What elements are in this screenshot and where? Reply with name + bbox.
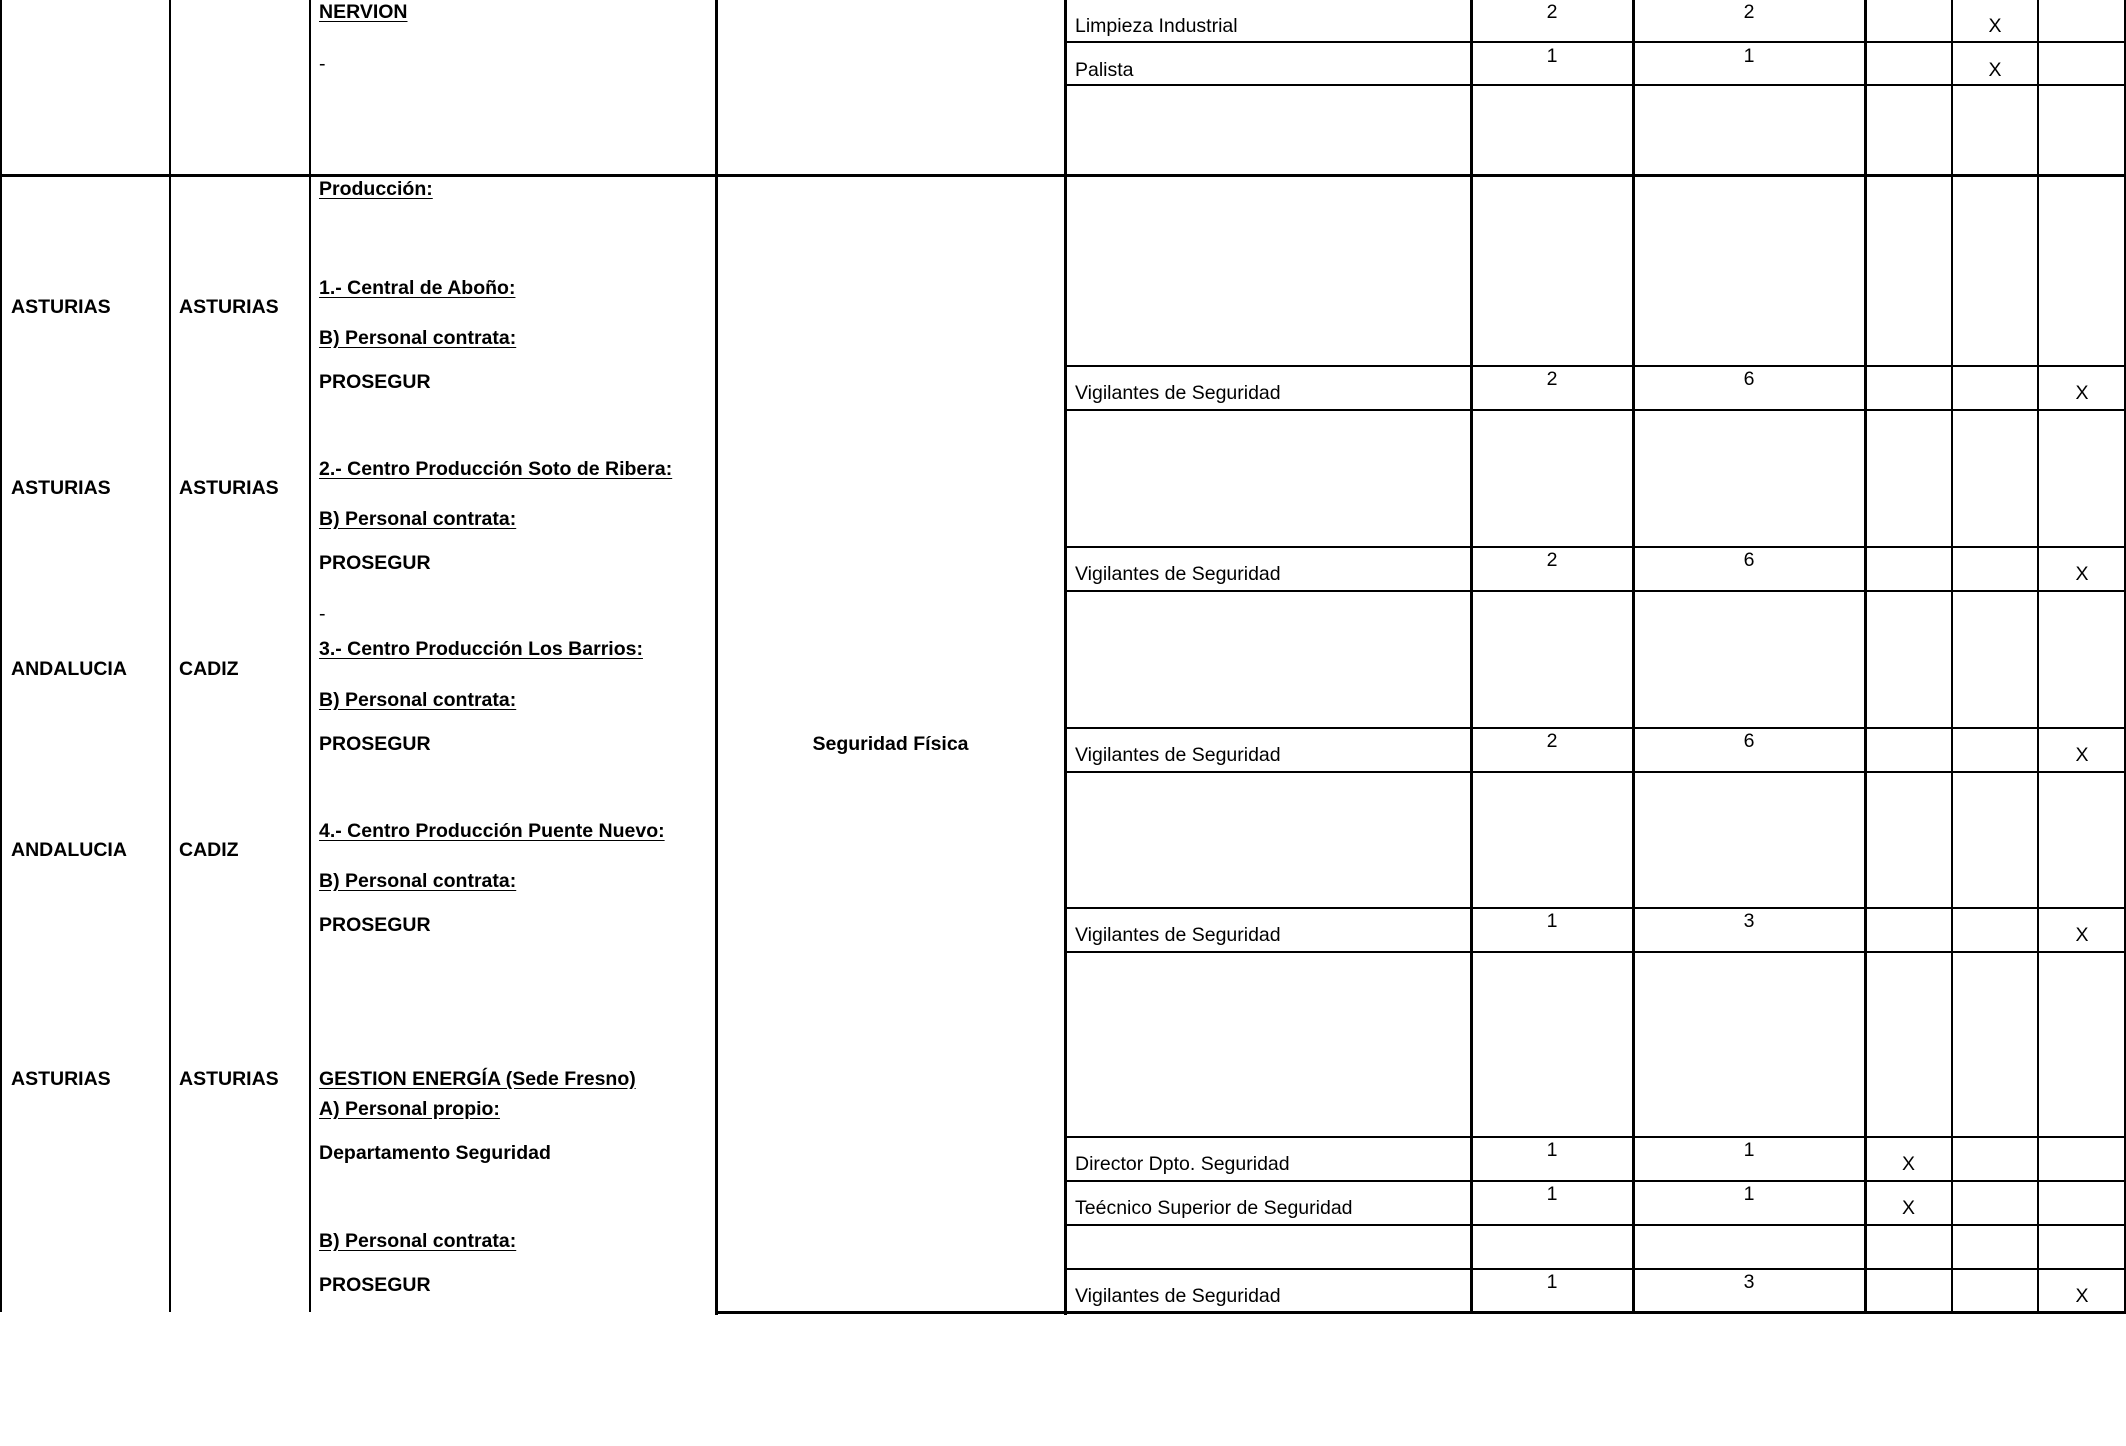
row-border xyxy=(1065,84,2126,86)
section-label: A) Personal propio: xyxy=(319,1098,500,1120)
mark-col-3: X xyxy=(2075,1285,2089,1307)
row-border xyxy=(1065,590,2126,592)
province-cell: CADIZ xyxy=(179,658,239,680)
count-a: 2 xyxy=(1546,368,1558,390)
section-label: - xyxy=(319,53,326,75)
count-b: 1 xyxy=(1743,1183,1755,1205)
province-cell: CADIZ xyxy=(179,839,239,861)
col-border xyxy=(715,0,718,1315)
count-a: 2 xyxy=(1546,1,1558,23)
role-label: Director Dpto. Seguridad xyxy=(1075,1153,1290,1175)
row-border xyxy=(1065,1224,2126,1226)
section-label: B) Personal contrata: xyxy=(319,327,517,349)
count-a: 1 xyxy=(1546,1139,1558,1161)
col-border xyxy=(1864,0,1867,1313)
count-a: 2 xyxy=(1546,549,1558,571)
mark-col-2: X xyxy=(1988,15,2002,37)
role-label: Teécnico Superior de Seguridad xyxy=(1075,1197,1353,1219)
section-label: PROSEGUR xyxy=(319,1274,431,1296)
role-label: Vigilantes de Seguridad xyxy=(1075,563,1281,585)
row-border xyxy=(1065,409,2126,411)
count-a: 1 xyxy=(1546,45,1558,67)
count-b: 6 xyxy=(1743,368,1755,390)
count-a: 1 xyxy=(1546,1271,1558,1293)
section-label: GESTION ENERGÍA (Sede Fresno) xyxy=(319,1068,636,1090)
col-border xyxy=(169,0,171,1312)
section-label: 3.- Centro Producción Los Barrios: xyxy=(319,638,643,660)
role-label: Limpieza Industrial xyxy=(1075,15,1238,37)
mark-col-3: X xyxy=(2075,744,2089,766)
section-label: - xyxy=(319,603,326,625)
section-label: B) Personal contrata: xyxy=(319,870,517,892)
table-bottom-border xyxy=(716,1311,2126,1314)
role-label: Vigilantes de Seguridad xyxy=(1075,924,1281,946)
count-b: 2 xyxy=(1743,1,1755,23)
section-label: 2.- Centro Producción Soto de Ribera: xyxy=(319,458,673,480)
role-label: Vigilantes de Seguridad xyxy=(1075,744,1281,766)
row-border xyxy=(1065,41,2126,43)
community-cell: ASTURIAS xyxy=(11,477,111,499)
role-label: Vigilantes de Seguridad xyxy=(1075,1285,1281,1307)
count-a: 2 xyxy=(1546,730,1558,752)
col-border xyxy=(1470,0,1473,1313)
community-cell: ANDALUCIA xyxy=(11,658,127,680)
section-label: 4.- Centro Producción Puente Nuevo: xyxy=(319,820,665,842)
mark-col-3: X xyxy=(2075,382,2089,404)
count-b: 3 xyxy=(1743,1271,1755,1293)
mark-col-3: X xyxy=(2075,563,2089,585)
mark-col-2: X xyxy=(1988,59,2002,81)
mark-col-1: X xyxy=(1901,1197,1915,1219)
mark-col-1: X xyxy=(1901,1153,1915,1175)
role-label: Palista xyxy=(1075,59,1134,81)
count-b: 6 xyxy=(1743,549,1755,571)
section-label: NERVION xyxy=(319,1,408,23)
row-border xyxy=(1065,771,2126,773)
mark-col-3: X xyxy=(2075,924,2089,946)
section-label: B) Personal contrata: xyxy=(319,1230,517,1252)
col-border xyxy=(1632,0,1635,1313)
col-border xyxy=(1951,0,1953,1313)
community-cell: ANDALUCIA xyxy=(11,839,127,861)
community-cell: ASTURIAS xyxy=(11,296,111,318)
row-border xyxy=(1065,951,2126,953)
section-label: PROSEGUR xyxy=(319,733,431,755)
section-label: 1.- Central de Aboño: xyxy=(319,277,516,299)
col-border xyxy=(0,0,2,1312)
section-label: Departamento Seguridad xyxy=(319,1142,551,1164)
province-cell: ASTURIAS xyxy=(179,477,279,499)
province-cell: ASTURIAS xyxy=(179,296,279,318)
section-label: Producción: xyxy=(319,178,433,200)
count-a: 1 xyxy=(1546,910,1558,932)
col-border xyxy=(2037,0,2039,1313)
count-b: 1 xyxy=(1743,45,1755,67)
col-border xyxy=(309,0,311,1312)
province-cell: ASTURIAS xyxy=(179,1068,279,1090)
section-label: PROSEGUR xyxy=(319,552,431,574)
count-b: 6 xyxy=(1743,730,1755,752)
community-cell: ASTURIAS xyxy=(11,1068,111,1090)
role-label: Vigilantes de Seguridad xyxy=(1075,382,1281,404)
col-border xyxy=(1064,0,1067,1315)
section-label: PROSEGUR xyxy=(319,914,431,936)
count-b: 1 xyxy=(1743,1139,1755,1161)
area-label: Seguridad Física xyxy=(812,733,969,755)
section-label: B) Personal contrata: xyxy=(319,508,517,530)
section-label: B) Personal contrata: xyxy=(319,689,517,711)
count-a: 1 xyxy=(1546,1183,1558,1205)
section-label: PROSEGUR xyxy=(319,371,431,393)
count-b: 3 xyxy=(1743,910,1755,932)
